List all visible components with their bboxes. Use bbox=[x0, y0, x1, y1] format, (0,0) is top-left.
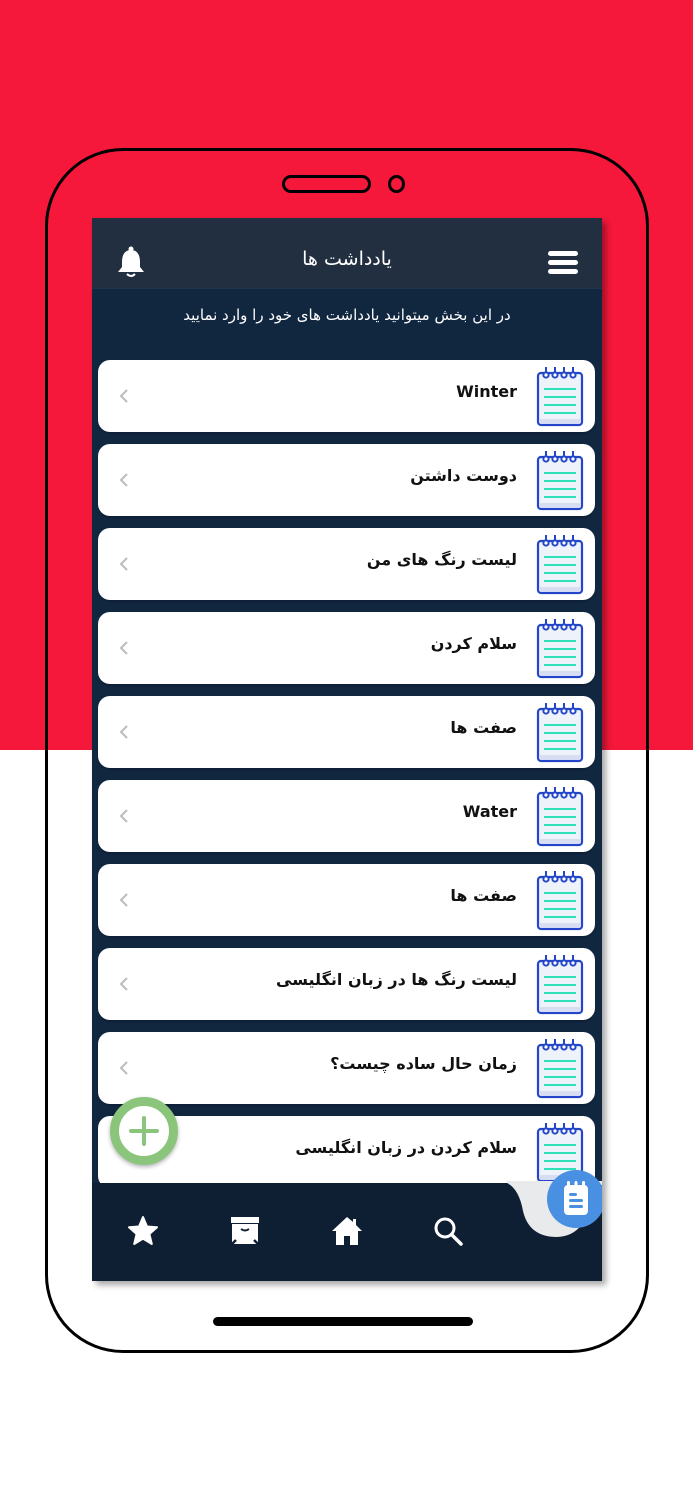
note-title: لیست رنگ ها در زبان انگلیسی bbox=[276, 970, 517, 989]
star-icon[interactable] bbox=[125, 1213, 161, 1249]
chevron-left-icon bbox=[118, 470, 130, 490]
note-list-item[interactable] bbox=[98, 612, 595, 684]
note-title: صفت ها bbox=[450, 718, 517, 737]
notepad-icon bbox=[535, 533, 585, 595]
chevron-left-icon bbox=[118, 806, 130, 826]
notes-list bbox=[98, 360, 595, 1200]
notepad-icon bbox=[535, 365, 585, 427]
chevron-left-icon bbox=[118, 638, 130, 658]
note-title: دوست داشتن bbox=[410, 466, 517, 485]
note-title: Winter bbox=[456, 382, 517, 401]
notepad-icon bbox=[535, 785, 585, 847]
search-icon[interactable] bbox=[430, 1213, 466, 1249]
notes-tab-button[interactable] bbox=[547, 1170, 602, 1228]
notepad-icon bbox=[535, 1037, 585, 1099]
hamburger-menu-icon[interactable] bbox=[548, 251, 578, 275]
home-icon[interactable] bbox=[329, 1213, 365, 1249]
note-list-item[interactable] bbox=[98, 864, 595, 936]
notepad-icon bbox=[535, 869, 585, 931]
notepad-icon bbox=[535, 953, 585, 1015]
app-bar bbox=[92, 218, 602, 289]
chevron-left-icon bbox=[118, 722, 130, 742]
note-list-item[interactable] bbox=[98, 780, 595, 852]
chevron-left-icon bbox=[118, 386, 130, 406]
archive-box-icon[interactable] bbox=[227, 1213, 263, 1249]
chevron-left-icon bbox=[118, 974, 130, 994]
note-title: زمان حال ساده چیست؟ bbox=[330, 1054, 517, 1073]
notepad-icon bbox=[535, 701, 585, 763]
note-title: صفت ها bbox=[450, 886, 517, 905]
note-list-item[interactable] bbox=[98, 528, 595, 600]
chevron-left-icon bbox=[118, 1058, 130, 1078]
notepad-icon bbox=[535, 449, 585, 511]
plus-icon bbox=[119, 1106, 169, 1156]
note-title: سلام کردن bbox=[430, 634, 517, 653]
note-list-item[interactable] bbox=[98, 948, 595, 1020]
note-list-item[interactable] bbox=[98, 360, 595, 432]
page-title: یادداشت ها bbox=[302, 248, 392, 270]
notepad-icon bbox=[535, 617, 585, 679]
app-screen bbox=[92, 218, 602, 1281]
chevron-left-icon bbox=[118, 554, 130, 574]
note-title: Water bbox=[462, 802, 517, 821]
notes-icon bbox=[547, 1170, 602, 1228]
phone-camera bbox=[388, 175, 405, 193]
phone-home-bar bbox=[213, 1317, 473, 1326]
phone-speaker bbox=[282, 175, 371, 193]
note-list-item[interactable] bbox=[98, 444, 595, 516]
note-title: لیست رنگ های من bbox=[366, 550, 517, 569]
add-note-button[interactable] bbox=[110, 1097, 178, 1165]
note-list-item[interactable] bbox=[98, 1032, 595, 1104]
chevron-left-icon bbox=[118, 890, 130, 910]
note-title: سلام کردن در زبان انگلیسی bbox=[295, 1138, 517, 1157]
page-subtitle: در این بخش میتوانید یادداشت های خود را وارد نمایید bbox=[183, 306, 511, 324]
note-list-item[interactable] bbox=[98, 696, 595, 768]
